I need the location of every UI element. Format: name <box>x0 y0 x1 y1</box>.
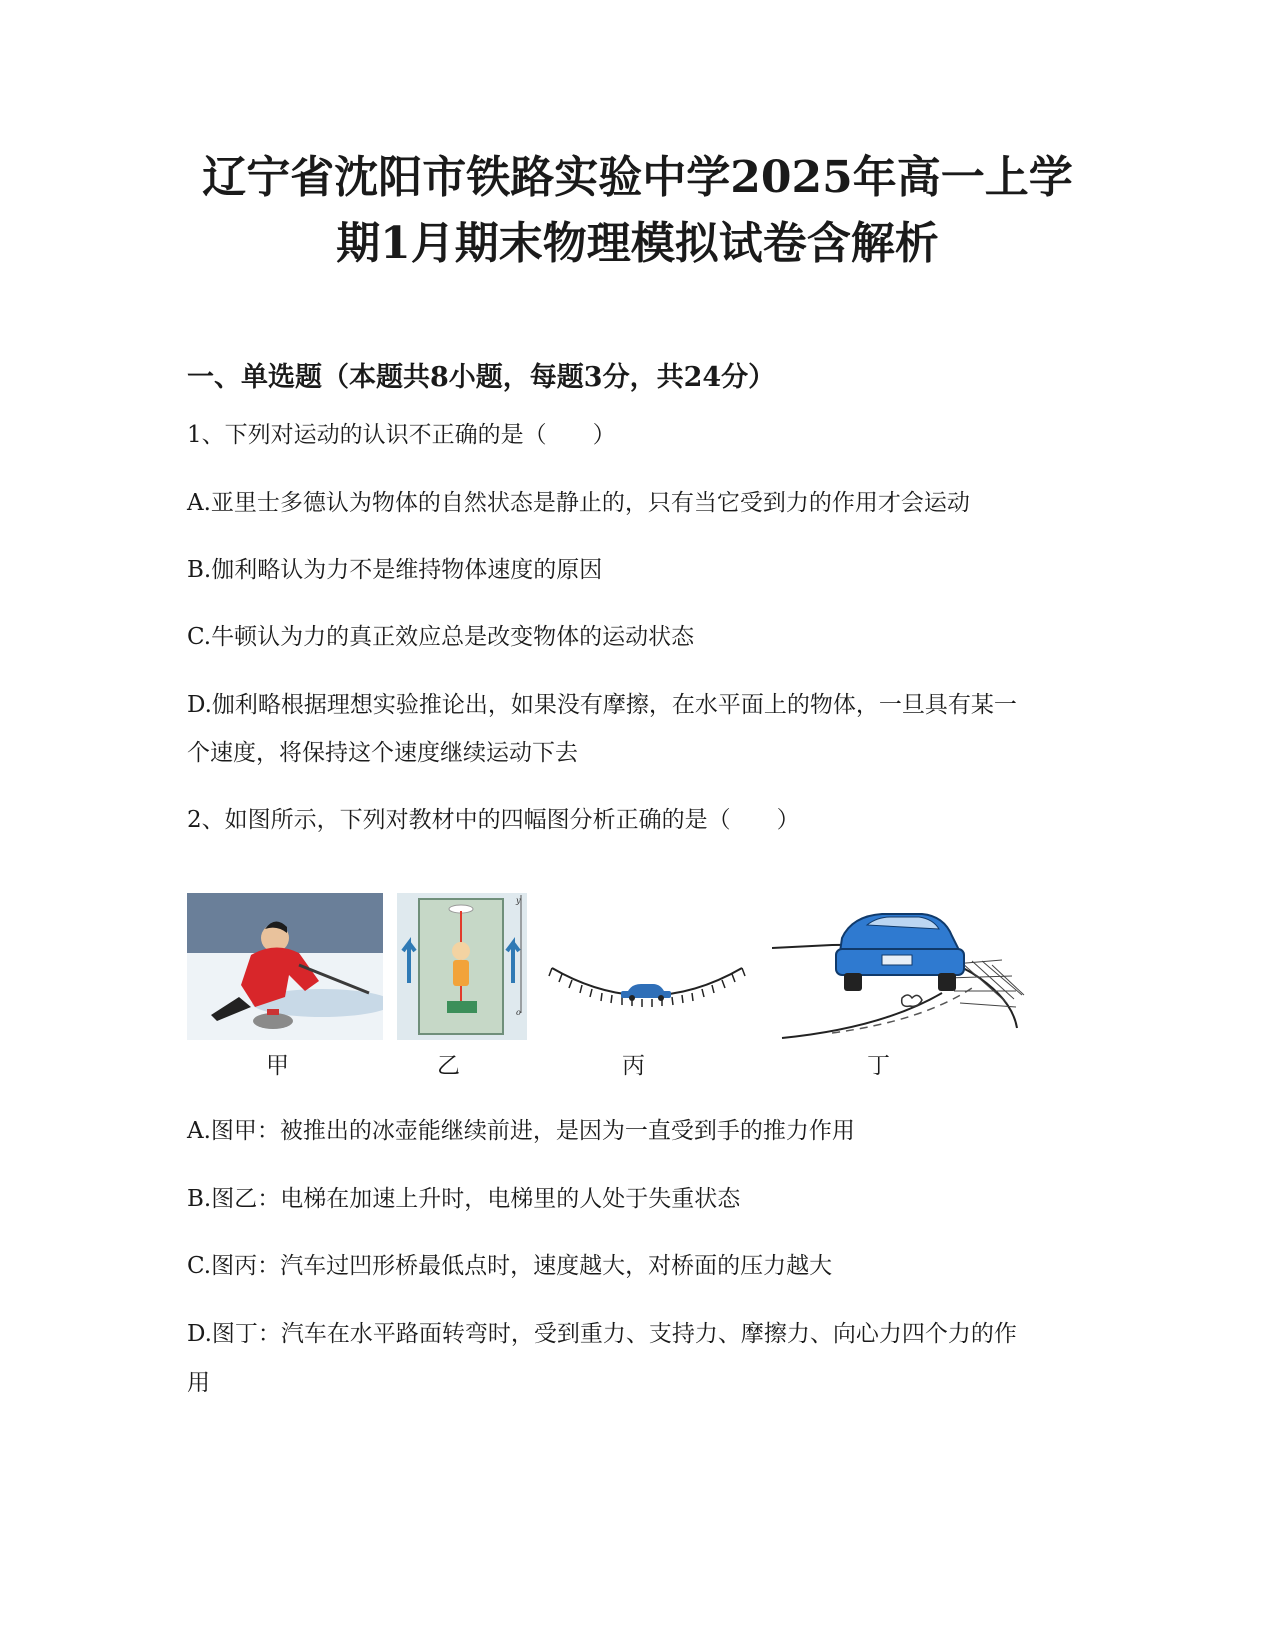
axis-y-label: y <box>516 896 521 905</box>
q1-option-d-line2: 个速度，将保持这个速度继续运动下去 <box>187 740 578 766</box>
q1-option-a: A.亚里士多德认为物体的自然状态是静止的，只有当它受到力的作用才会运动 <box>187 490 970 516</box>
q2-option-a: A.图甲：被推出的冰壶能继续前进，是因为一直受到手的推力作用 <box>187 1118 855 1144</box>
title-line-1: 辽宁省沈阳市铁路实验中学2025年高一上学 <box>202 152 1073 203</box>
q2-stem: 2、如图所示，下列对教材中的四幅图分析正确的是（ ） <box>187 807 800 833</box>
axis-o-label: o <box>516 1008 521 1017</box>
figure-bing-bridge <box>547 953 747 1033</box>
q2-option-b: B.图乙：电梯在加速上升时，电梯里的人处于失重状态 <box>187 1186 741 1212</box>
q2-option-d-line2: 用 <box>187 1370 210 1396</box>
figure-caption-jia: 甲 <box>266 1053 289 1079</box>
q1-option-d-line1: D.伽利略根据理想实验推论出，如果没有摩擦，在水平面上的物体，一旦具有某一 <box>187 692 1017 718</box>
figure-jia-curling <box>187 893 383 1040</box>
q1-stem: 1、下列对运动的认识不正确的是（ ） <box>187 422 616 448</box>
q1-option-b: B.伽利略认为力不是维持物体速度的原因 <box>187 557 603 583</box>
q2-option-c: C.图丙：汽车过凹形桥最低点时，速度越大，对桥面的压力越大 <box>187 1253 833 1279</box>
q1-option-c: C.牛顿认为力的真正效应总是改变物体的运动状态 <box>187 624 695 650</box>
figure-yi-elevator <box>397 893 527 1040</box>
figure-ding-car-turning <box>772 903 1027 1043</box>
section-heading: 一、单选题（本题共8小题，每题3分，共24分） <box>187 362 776 393</box>
figure-caption-bing: 丙 <box>622 1053 645 1079</box>
q2-option-d-line1: D.图丁：汽车在水平路面转弯时，受到重力、支持力、摩擦力、向心力四个力的作 <box>187 1321 1017 1347</box>
figure-caption-ding: 丁 <box>867 1053 890 1079</box>
figure-caption-yi: 乙 <box>437 1053 460 1079</box>
title-line-2: 期1月期末物理模拟试卷含解析 <box>336 218 939 269</box>
